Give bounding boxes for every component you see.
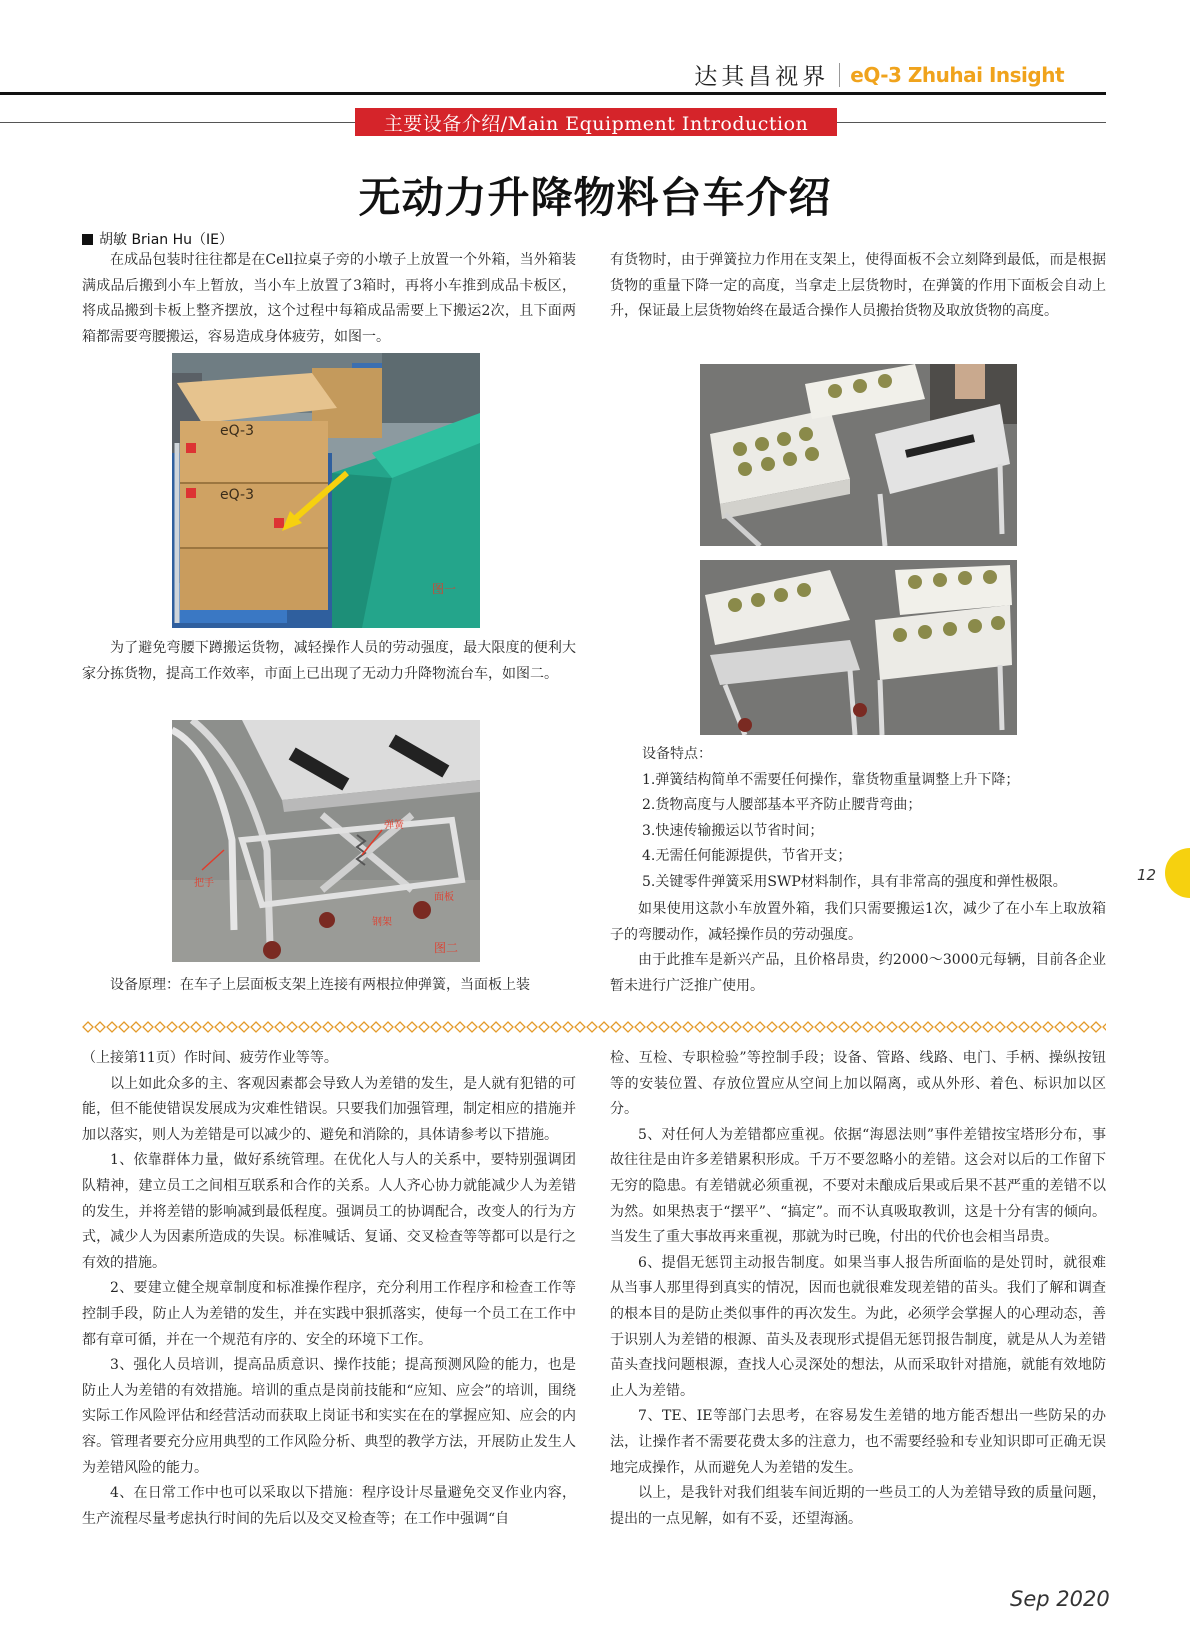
callout-frame: 钢架 [372, 917, 392, 928]
intro-paragraph: 在成品包装时往往都是在Cell拉桌子旁的小墩子上放置一个外箱，当外箱装满成品后搬到小车上暂放，当小车上放置了3箱时，再将小车推到成品卡板区，将成品搬到卡板上整齐摆放，这个过程中每箱成品需要上下搬运2次，且下面两箱都需要弯腰搬运，容易造成身体疲劳，如图一。 [82, 252, 576, 345]
continued-paragraph: 4、在日常工作中也可以采取以下措施：程序设计尽量避免交叉作业内容，生产流程尽量考虑执行时间的先后以及交叉检查等；在工作中强调“自 [82, 1485, 576, 1527]
continued-paragraph: 以上，是我针对我们组装车间近期的一些员工的人为差错导致的质量问题，提出的一点见解，如有不妥，还望海涵。 [610, 1485, 1106, 1527]
photo-cart-loading-2 [700, 560, 1017, 735]
feature-item: 1.弹簧结构简单不需要任何操作，靠货物重量调整上升下降； [642, 771, 1020, 788]
box-label-1: eQ-3 [220, 423, 254, 439]
conclusion-block [610, 897, 1106, 999]
paragraph-price: 由于此推车是新兴产品，且价格昂贵，约2000～3000元每辆，目前各企业暂未进行广泛推广使用。 [610, 952, 1106, 994]
continued-paragraph: 5、对任何人为差错都应重视。依据“海恩法则”事件差错按宝塔形分布，事故往往是由许多差错累积形成。千万不要忽略小的差错。这会对以后的工作留下无穷的隐患。有差错就必须重视，不要对未酿成后果或后果不甚严重的差错不以为然。如果热衷于“摆平”、“搞定”。而不认真吸取教训，这是十分有害的倾向。当发生了重大事故再来重视，那就为时已晚，付出的代价也会相当昂贵。 [610, 1126, 1106, 1246]
diamond-divider [82, 1018, 1106, 1030]
principle-paragraph-start: 设备原理：在车子上层面板支架上连接有两根拉伸弹簧，当面板上装 [110, 977, 530, 993]
issue-date: Sep 2020 [1010, 1587, 1110, 1611]
brand-en: eQ-3 Zhuhai Insight [850, 62, 1064, 87]
feature-item: 4.无需任何能源提供，节省开支； [642, 848, 852, 865]
callout-handle: 把手 [194, 878, 214, 889]
continued-paragraph: 以上如此众多的主、客观因素都会导致人为差错的发生，是人就有犯错的可能，但不能使错误发展成为灾难性错误。只要我们加强管理，制定相应的措施并加以落实，则人为差错是可以减少的、避免和消除的，具体请参考以下措施。 [82, 1075, 576, 1143]
features-block [642, 742, 1112, 896]
box-label-2: eQ-3 [220, 487, 254, 503]
brand-separator [839, 63, 840, 87]
header-rule [0, 92, 1106, 95]
continued-paragraph: 3、强化人员培训，提高品质意识、操作技能；提高预测风险的能力，也是防止人为差错的有效措施。培训的重点是岗前技能和“应知、应会”的培训，围绕实际工作风险评估和经营活动而获取上岗证书和实实在在的掌握应知、应会的内容。管理者要充分应用典型的工作风险分析、典型的教学方法，开展防止发生人为差错风险的能力。 [82, 1357, 576, 1476]
page-number: 12 [1137, 866, 1157, 884]
article-title: 无动力升降物料台车介绍 [358, 173, 832, 222]
photo-cart-loading-1 [700, 364, 1017, 546]
continued-right-column [610, 1046, 1106, 1532]
continued-left-column [82, 1046, 576, 1532]
continued-paragraph: 1、依靠群体力量，做好系统管理。在优化人与人的关系中，要特别强调团队精神，建立员工之间相互联系和合作的关系。人人齐心协力就能减少人为差错的发生，并将差错的影响减到最低程度。强调员工的协调配合，改变人的行为方式，减少人为因素所造成的失误。标准喊话、复诵、交叉检查等等都可以是行之有效的措施。 [82, 1152, 576, 1271]
feature-item: 3.快速传输搬运以节省时间； [642, 822, 824, 839]
author-line [82, 229, 233, 249]
author-name: 胡敏 Brian Hu（IE） [99, 232, 233, 248]
feature-item: 5.关键零件弹簧采用SWP材料制作，具有非常高的强度和弹性极限。 [642, 873, 1067, 890]
paragraph-2: 为了避免弯腰下蹲搬运货物，减轻操作人员的劳动强度，最大限度的便利大家分拣货物，提高工作效率，市面上已出现了无动力升降物流台车，如图二。 [82, 640, 576, 682]
features-title: 设备特点： [642, 746, 712, 762]
callout-panel: 面板 [434, 892, 454, 903]
figure-2-photo [172, 720, 480, 962]
continued-paragraph: 6、提倡无惩罚主动报告制度。如果当事人报告所面临的是处罚时，就很难从当事人那里得到真实的情况，因而也就很难发现差错的苗头。我们了解和调查的根本目的是防止类似事件的再次发生。为此，必须学会掌握人的心理动态，善于识别人为差错的根源、苗头及表现形式提倡无惩罚报告制度，就是从人为差错苗头查找问题根源，查找人心灵深处的想法，从而采取针对措施，就能有效地防止人为差错。 [610, 1254, 1106, 1399]
continued-paragraph: 检、互检、专职检验”等控制手段；设备、管路、线路、电门、手柄、操纵按钮等的安装位置、存放位置应从空间上加以隔离，或从外形、着色、标识加以区分。 [610, 1050, 1106, 1118]
brand-cn: 达其昌视界 [694, 64, 830, 90]
figure-2-label: 图二 [434, 941, 459, 955]
continued-paragraph: （上接第11页）作时间、疲劳作业等等。 [82, 1050, 338, 1066]
page-tab [1165, 848, 1190, 898]
masthead [694, 58, 1064, 91]
principle-paragraph-continued: 有货物时，由于弹簧拉力作用在支架上，使得面板不会立刻降到最低，而是根据货物的重量下降一定的高度，当拿走上层货物时，在弹簧的作用下面板会自动上升，保证最上层货物始终在最适合操作人员搬抬货物及取放货物的高度。 [610, 252, 1106, 320]
figure-1-photo [172, 353, 480, 628]
paragraph-usage: 如果使用这款小车放置外箱，我们只需要搬运1次，减少了在小车上取放箱子的弯腰动作，减轻操作员的劳动强度。 [610, 901, 1106, 943]
author-square-icon [82, 234, 93, 245]
section-banner: 主要设备介绍/Main Equipment Introduction [355, 108, 837, 136]
feature-item: 2.货物高度与人腰部基本平齐防止腰背弯曲； [642, 797, 922, 814]
figure-1-label: 图一 [432, 582, 457, 596]
callout-spring: 弹簧 [384, 820, 404, 831]
continued-paragraph: 2、要建立健全规章制度和标准操作程序，充分利用工作程序和检查工作等控制手段，防止人为差错的发生，并在实践中狠抓落实，使每一个员工在工作中都有章可循，并在一个规范有序的、安全的环境下工作。 [82, 1280, 576, 1348]
continued-paragraph: 7、TE、IE等部门去思考，在容易发生差错的地方能否想出一些防呆的办法，让操作者不需要花费太多的注意力，也不需要经验和专业知识即可正确无误地完成操作，从而避免人为差错的发生。 [610, 1408, 1106, 1476]
